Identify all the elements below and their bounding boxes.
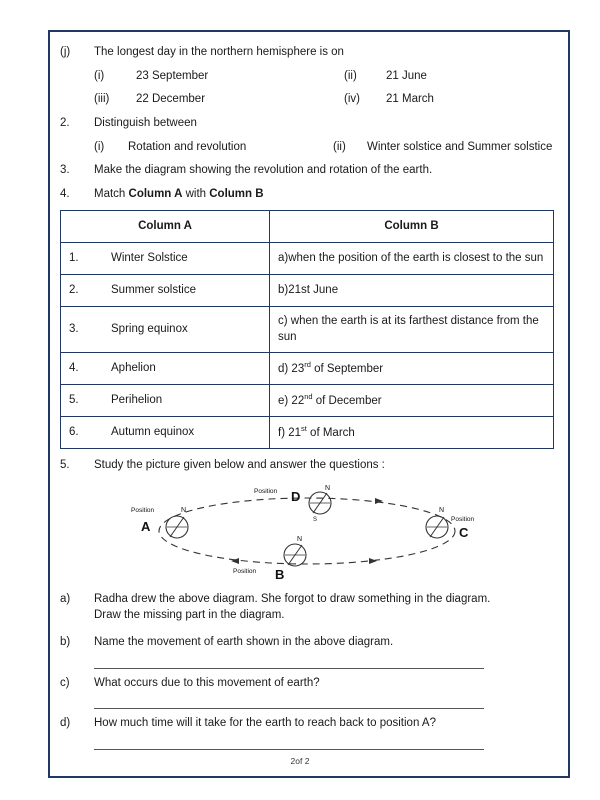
question-5a-key: a) (60, 592, 71, 605)
answer-line-c (94, 707, 484, 709)
earth-position-c (426, 507, 448, 538)
question-4-middle: with (182, 188, 210, 201)
question-2-part-ii-key: (ii) (333, 140, 346, 153)
row-column-b-sup: rd (304, 359, 311, 369)
position-c-letter: C (459, 524, 469, 540)
question-2-part-i-text: Rotation and revolution (128, 140, 247, 153)
earth-revolution-diagram (60, 481, 554, 581)
question-5b (60, 634, 554, 651)
position-d-letter: D (291, 488, 301, 504)
option-iii (94, 91, 344, 108)
question-2-number: 2. (60, 117, 70, 130)
option-iv (344, 91, 544, 108)
question-4-number: 4. (60, 188, 70, 201)
option-iii-text: 22 December (136, 93, 206, 106)
earth-position-a (166, 507, 188, 538)
question-j-options-row-2 (94, 91, 554, 108)
question-4-prefix: Match (94, 188, 129, 201)
row-column-a: Aphelion (103, 353, 270, 385)
answer-line-b (94, 667, 484, 669)
question-2-text: Distinguish between (94, 117, 197, 130)
row-column-a: Winter Solstice (103, 242, 270, 274)
row-column-a: Summer solstice (103, 274, 270, 306)
question-5a-text: Radha drew the above diagram. She forgot to draw something in the diagram. Draw the missing part in the diagram. (94, 592, 491, 622)
question-5d (60, 715, 554, 732)
option-i (94, 68, 344, 85)
page-footer: 2of 2 (290, 756, 310, 766)
match-table-header-column-a: Column A (61, 210, 270, 242)
question-4-text (94, 186, 554, 203)
row-column-b: b)21st June (270, 274, 554, 306)
row-index: 1. (61, 242, 104, 274)
row-column-b-sup: st (301, 423, 307, 433)
orbit-arrow-right (375, 498, 383, 504)
question-5c (60, 675, 554, 692)
orbit-path (159, 498, 455, 564)
table-row (61, 385, 554, 417)
row-column-a: Perihelion (103, 385, 270, 417)
question-5d-key: d) (60, 717, 71, 730)
position-c-word: Position (451, 515, 475, 523)
question-5a (60, 591, 554, 624)
question-5c-key: c) (60, 676, 70, 689)
row-column-b (270, 417, 554, 449)
position-d-word: Position (254, 487, 278, 495)
row-column-b-post: of September (310, 362, 384, 375)
row-column-b (270, 353, 554, 385)
row-column-a: Autumn equinox (103, 417, 270, 449)
north-mark-d: N (325, 484, 331, 492)
row-index: 3. (61, 306, 104, 352)
question-j-options (94, 68, 554, 108)
row-column-b (270, 385, 554, 417)
question-2 (60, 115, 554, 132)
option-i-key: (i) (94, 69, 105, 82)
row-column-b: c) when the earth is at its farthest distance from the sun (270, 306, 554, 352)
question-2-parts (94, 139, 554, 156)
question-3-number: 3. (60, 164, 70, 177)
question-j-options-row-1 (94, 68, 554, 85)
option-iii-key: (iii) (94, 93, 110, 106)
match-table-header-row (61, 210, 554, 242)
position-a-letter: A (141, 518, 151, 534)
page-content (60, 28, 554, 750)
table-row (61, 242, 554, 274)
option-iv-key: (iv) (344, 93, 360, 106)
row-column-a: Spring equinox (103, 306, 270, 352)
row-index: 5. (61, 385, 104, 417)
row-column-b-pre: f) 21 (278, 426, 302, 439)
row-index: 4. (61, 353, 104, 385)
question-3 (60, 162, 554, 179)
question-3-text: Make the diagram showing the revolution and rotation of the earth. (94, 164, 433, 177)
row-column-b-sup: nd (304, 391, 313, 401)
table-row (61, 417, 554, 449)
earth-position-b (284, 536, 306, 566)
question-j-text: The longest day in the northern hemisphere is on (94, 46, 344, 58)
question-5b-text: Name the movement of earth shown in the above diagram. (94, 636, 394, 649)
row-column-b-post: of March (306, 426, 355, 439)
table-row (61, 306, 554, 352)
question-2-part-i-key: (i) (94, 140, 105, 153)
north-mark-b: N (297, 535, 303, 543)
match-table (60, 210, 554, 449)
question-5c-text: What occurs due to this movement of earth? (94, 676, 320, 689)
question-4-column-b: Column B (209, 188, 264, 201)
row-column-b-post: of December (312, 394, 382, 407)
table-row (61, 353, 554, 385)
north-mark-c: N (439, 506, 445, 514)
position-a-word: Position (131, 506, 155, 514)
question-5b-key: b) (60, 636, 71, 649)
option-ii-text: 21 June (386, 69, 427, 82)
option-ii-key: (ii) (344, 69, 357, 82)
question-j (60, 44, 554, 61)
question-2-part-ii-text: Winter solstice and Summer solstice (367, 140, 553, 153)
question-5-text: Study the picture given below and answer the questions : (94, 459, 385, 472)
match-table-header-column-b: Column B (270, 210, 554, 242)
question-j-label: (j) (60, 46, 71, 58)
question-4-column-a: Column A (128, 188, 183, 201)
question-4 (60, 186, 554, 203)
position-b-letter: B (275, 566, 285, 581)
south-mark-d: S (313, 516, 318, 523)
answer-line-d (94, 748, 484, 750)
orbit-arrow-bottom (369, 558, 377, 564)
table-row (61, 274, 554, 306)
row-column-b-pre: d) 23 (278, 362, 305, 375)
orbit-arrow-left (231, 558, 239, 564)
option-i-text: 23 September (136, 69, 209, 82)
row-index: 6. (61, 417, 104, 449)
question-5 (60, 457, 554, 474)
row-column-b-pre: e) 22 (278, 394, 305, 407)
row-column-b: a)when the position of the earth is closest to the sun (270, 242, 554, 274)
north-mark-a: N (181, 506, 187, 514)
position-b-word: Position (233, 567, 257, 575)
earth-orbit-svg (107, 481, 507, 581)
option-ii (344, 68, 544, 85)
option-iv-text: 21 March (386, 93, 434, 106)
row-index: 2. (61, 274, 104, 306)
question-5d-text: How much time will it take for the earth to reach back to position A? (94, 717, 436, 730)
earth-position-d (309, 485, 331, 523)
question-5-number: 5. (60, 459, 70, 472)
